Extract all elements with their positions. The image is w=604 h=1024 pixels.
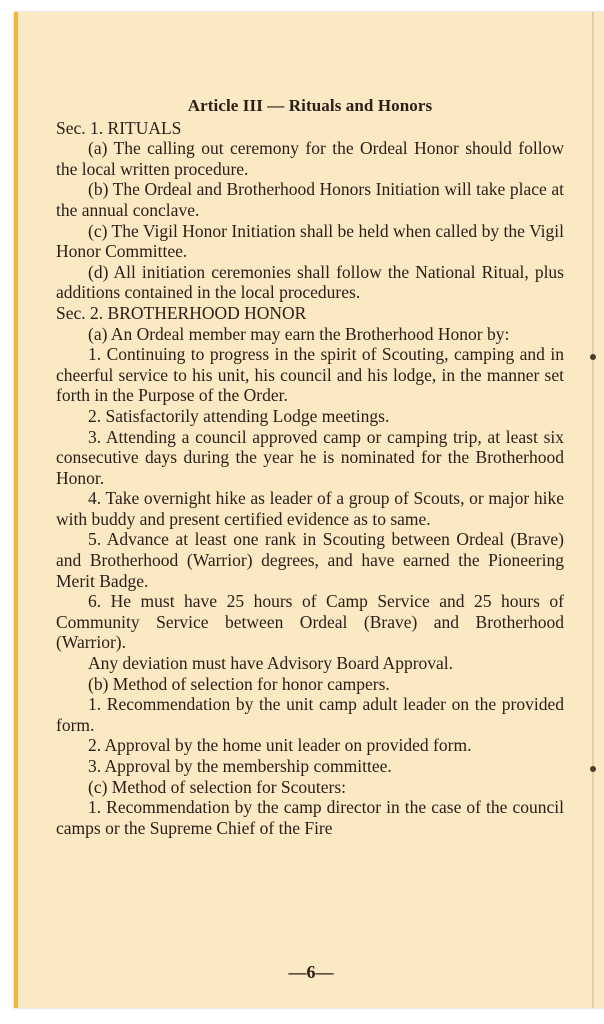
staple-hole (590, 766, 596, 772)
page-text (56, 96, 564, 838)
section-2-paragraph: 3. Attending a council approved camp or camping trip, at least six consecutive days during the year he is nominated for the Brotherhood Honor. (56, 426, 564, 488)
page-fold-shadow (592, 12, 594, 1008)
section-2-paragraph: (c) Method of selection for Scouters: (88, 776, 347, 797)
section-1-heading: Sec. 1. RITUALS (56, 117, 182, 138)
section-1-paragraph: (d) All initiation ceremonies shall follow the National Ritual, plus additions contained in the local procedures. (56, 261, 564, 303)
section-2-paragraph: 2. Approval by the home unit leader on provided form. (88, 735, 472, 756)
section-2-paragraph: (b) Method of selection for honor campers. (88, 673, 390, 694)
section-1-paragraph: (c) The Vigil Honor Initiation shall be held when called by the Vigil Honor Committee. (56, 220, 564, 262)
page-number: —6— (288, 962, 334, 982)
section-1-paragraph: (a) The calling out ceremony for the Ordeal Honor should follow the local written procedure. (56, 138, 564, 179)
booklet-page (14, 12, 604, 1008)
staple-hole (590, 354, 596, 360)
article-title: Article III — Rituals and Honors (187, 96, 433, 115)
section-2-paragraph: 6. He must have 25 hours of Camp Service and 25 hours of Community Service between Ordeal (Brave) and Brotherhood (Warrior). (56, 591, 564, 653)
section-2-paragraph: 1. Recommendation by the unit camp adult leader on the provided form. (56, 694, 564, 735)
section-2-paragraph: 1. Recommendation by the camp director in the case of the council camps or the Supreme Chief of the Fire (56, 797, 564, 838)
section-1-paragraph: (b) The Ordeal and Brotherhood Honors Initiation will take place at the annual conclave. (56, 179, 564, 220)
section-2-paragraph: Any deviation must have Advisory Board Approval. (88, 653, 454, 674)
section-2-heading: Sec. 2. BROTHERHOOD HONOR (56, 302, 307, 323)
section-2-paragraph: 5. Advance at least one rank in Scouting between Ordeal (Brave) and Brotherhood (Warrior) degrees, and have earned the Pioneering Merit Badge. (56, 529, 564, 591)
section-2-paragraph: 4. Take overnight hike as leader of a group of Scouts, or major hike with buddy and present certified evidence as to same. (56, 488, 564, 529)
section-2-paragraph: 2. Satisfactorily attending Lodge meetings. (88, 405, 390, 426)
section-2-paragraph: 3. Approval by the membership committee. (88, 756, 392, 776)
section-2-paragraph: 1. Continuing to progress in the spirit of Scouting, camping and in cheerful service to his unit, his council and his lodge, in the manner set forth in the Purpose of the Order. (56, 344, 564, 406)
section-2-paragraph: (a) An Ordeal member may earn the Brotherhood Honor by: (88, 323, 510, 344)
